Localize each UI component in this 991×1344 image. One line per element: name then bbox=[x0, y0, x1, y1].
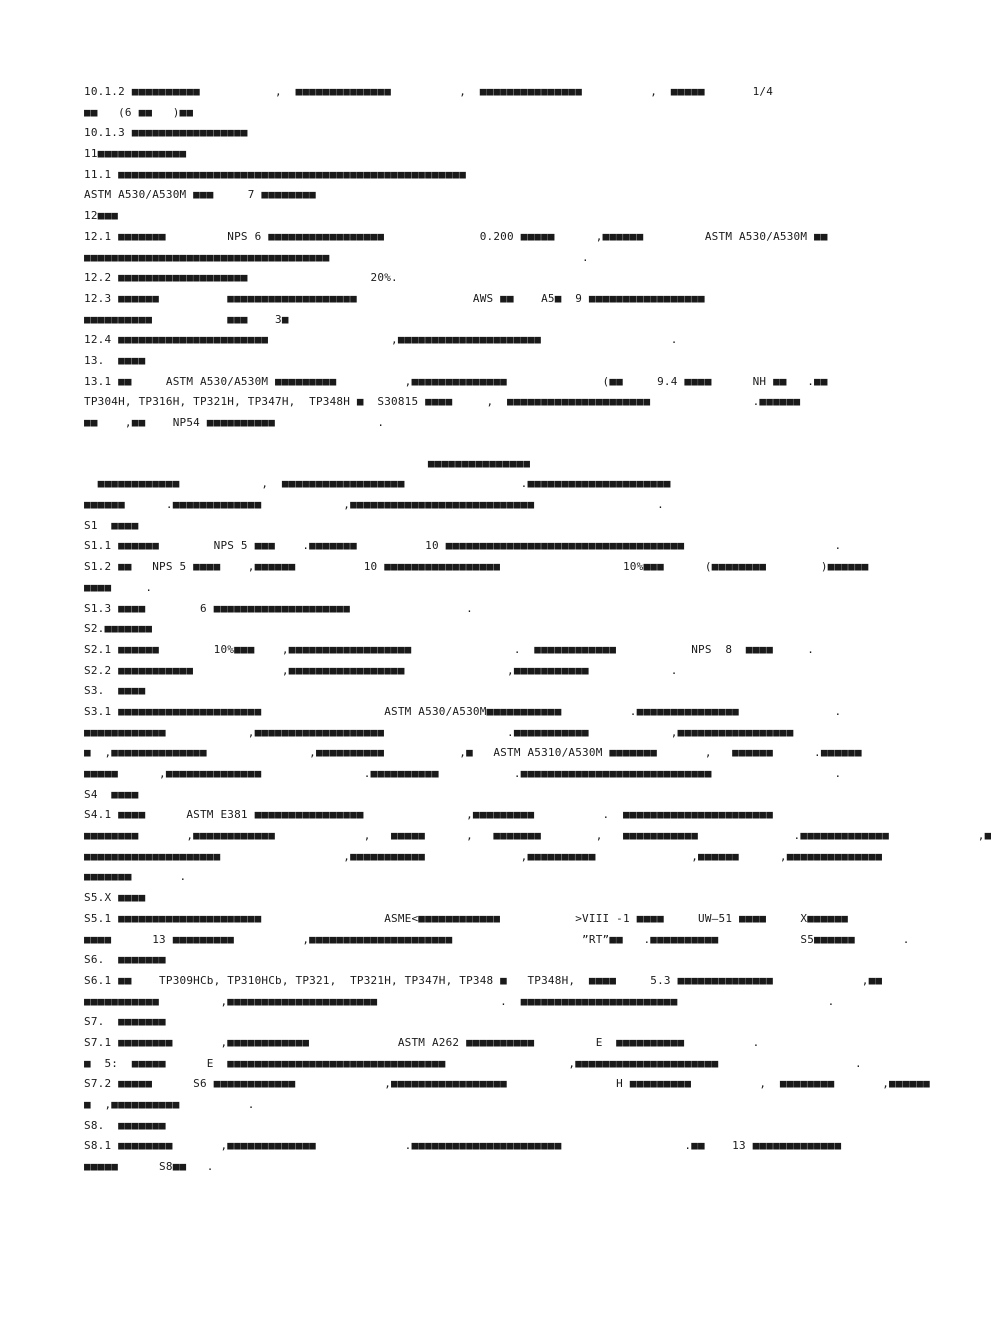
section-heading: 11■■■■■■■■■■■■■ bbox=[84, 147, 187, 161]
text-line: 12.4 ■■■■■■■■■■■■■■■■■■■■■■ ,■■■■■■■■■■■■■■■■■■■■■ . bbox=[84, 333, 678, 347]
text-line: S6.1 ■■ TP309HCb, TP310HCb, TP321, TP321H, TP347H, TP348 ■ TP348H, ■■■■ 5.3 ■■■■■■■■■■■■■■ ,■■ bbox=[84, 973, 883, 987]
text-line: 12.1 ■■■■■■■ NPS 6 ■■■■■■■■■■■■■■■■■ 0.200 ■■■■■ ,■■■■■■ ASTM A530/A530M ■■ bbox=[84, 229, 828, 243]
text-line: 10.1.3 ■■■■■■■■■■■■■■■■■ bbox=[84, 126, 248, 140]
section-heading: S1 ■■■■ bbox=[84, 518, 139, 532]
section-heading: S8. ■■■■■■■ bbox=[84, 1118, 166, 1132]
text-line: S5.1 ■■■■■■■■■■■■■■■■■■■■■ ASME<■■■■■■■■■■■■ >VIII -1 ■■■■ UW—51 ■■■■ X■■■■■■ bbox=[84, 911, 849, 925]
section-heading: S5.X ■■■■ bbox=[84, 891, 146, 905]
text-line: ■■■■■■ .■■■■■■■■■■■■■ ,■■■■■■■■■■■■■■■■■■■■■■■■■■■ . bbox=[84, 498, 664, 512]
text-line: S8.1 ■■■■■■■■ ,■■■■■■■■■■■■■ .■■■■■■■■■■■■■■■■■■■■■■ .■■ 13 ■■■■■■■■■■■■■ bbox=[84, 1139, 842, 1153]
supplementary-title: ■■■■■■■■■■■■■■■ bbox=[427, 456, 531, 470]
text-line: TP304H, TP316H, TP321H, TP347H, TP348H ■ S30815 ■■■■ , ■■■■■■■■■■■■■■■■■■■■■ .■■■■■■ bbox=[84, 395, 801, 409]
text-line: ■■■■■■■ . bbox=[84, 870, 187, 884]
text-line: ■■■■ . bbox=[84, 580, 153, 594]
text-line: 12.2 ■■■■■■■■■■■■■■■■■■■ 20%. bbox=[84, 271, 398, 285]
text-line: ■■ ,■■ NP54 ■■■■■■■■■■ . bbox=[84, 416, 385, 429]
text-line: ■■■■■ ,■■■■■■■■■■■■■■ .■■■■■■■■■■ .■■■■■■■■■■■■■■■■■■■■■■■■■■■■ . bbox=[84, 767, 842, 780]
text-line: S2.1 ■■■■■■ 10%■■■ ,■■■■■■■■■■■■■■■■■■ . ■■■■■■■■■■■■ NPS 8 ■■■■ . bbox=[84, 642, 815, 656]
blank-line bbox=[84, 434, 874, 454]
text-line: ■■■■■■■■■■■■■■■■■■■■■■■■■■■■■■■■■■■■ . bbox=[84, 250, 589, 264]
document-page bbox=[84, 82, 991, 1178]
section-heading: 12■■■ bbox=[84, 209, 119, 223]
text-line: S1.2 ■■ NPS 5 ■■■■ ,■■■■■■ 10 ■■■■■■■■■■■■■■■■■ 10%■■■ (■■■■■■■■ )■■■■■■ bbox=[84, 560, 869, 574]
text-line: S4.1 ■■■■ ASTM E381 ■■■■■■■■■■■■■■■■ ,■■■■■■■■■ . ■■■■■■■■■■■■■■■■■■■■■■ bbox=[84, 808, 774, 822]
section-heading: S3. ■■■■ bbox=[84, 684, 146, 698]
text-line: ■■■■■■■■ ,■■■■■■■■■■■■ , ■■■■■ , ■■■■■■■ , ■■■■■■■■■■■ .■■■■■■■■■■■■■ ,■ bbox=[84, 829, 991, 843]
text-line: ■■■■■ S8■■ . bbox=[84, 1160, 214, 1174]
text-line: S3.1 ■■■■■■■■■■■■■■■■■■■■■ ASTM A530/A530M■■■■■■■■■■■ .■■■■■■■■■■■■■■■ . bbox=[84, 704, 842, 718]
section-heading: S7. ■■■■■■■ bbox=[84, 1015, 166, 1029]
text-line: 11.1 ■■■■■■■■■■■■■■■■■■■■■■■■■■■■■■■■■■■■■■■■■■■■■■■■■■■ bbox=[84, 167, 467, 181]
text-line: S1.3 ■■■■ 6 ■■■■■■■■■■■■■■■■■■■■ . bbox=[84, 601, 473, 615]
section-heading: S4 ■■■■ bbox=[84, 787, 139, 801]
text-line: 12.3 ■■■■■■ ■■■■■■■■■■■■■■■■■■■ AWS ■■ A5■ 9 ■■■■■■■■■■■■■■■■■ bbox=[84, 291, 705, 305]
text-line: ■■ (6 ■■ )■■ bbox=[84, 105, 194, 119]
text-line: ■■■■ 13 ■■■■■■■■■ ,■■■■■■■■■■■■■■■■■■■■■ ”RT”■■ .■■■■■■■■■■ S5■■■■■■ . bbox=[84, 932, 910, 946]
text-line: S7.2 ■■■■■ S6 ■■■■■■■■■■■■ ,■■■■■■■■■■■■■■■■■ H ■■■■■■■■■ , ■■■■■■■■ ,■■■■■■ bbox=[84, 1077, 930, 1091]
text-line: ■■■■■■■■■■■■ ,■■■■■■■■■■■■■■■■■■■ .■■■■■■■■■■■ ,■■■■■■■■■■■■■■■■■ bbox=[84, 725, 794, 739]
text-line: ■■■■■■■■■■ ■■■ 3■ bbox=[84, 312, 289, 326]
text-line: ASTM A530/A530M ■■■ 7 ■■■■■■■■ bbox=[84, 188, 316, 202]
text-line: ■ ,■■■■■■■■■■■■■■ ,■■■■■■■■■■ ,■ ASTM A5310/A530M ■■■■■■■ , ■■■■■■ .■■■■■■ bbox=[84, 746, 862, 760]
text-line: S7.1 ■■■■■■■■ ,■■■■■■■■■■■■ ASTM A262 ■■■■■■■■■■ E ■■■■■■■■■■ . bbox=[84, 1035, 760, 1049]
text-line: 10.1.2 ■■■■■■■■■■ , ■■■■■■■■■■■■■■ , ■■■■■■■■■■■■■■■ , ■■■■■ 1/4 bbox=[84, 85, 774, 98]
text-line: S1.1 ■■■■■■ NPS 5 ■■■ .■■■■■■■ 10 ■■■■■■■■■■■■■■■■■■■■■■■■■■■■■■■■■■■ . bbox=[84, 539, 842, 553]
section-heading: 13. ■■■■ bbox=[84, 353, 146, 367]
text-line: ■■■■■■■■■■■■ , ■■■■■■■■■■■■■■■■■■ .■■■■■■■■■■■■■■■■■■■■■ bbox=[84, 477, 671, 491]
text-line: ■■■■■■■■■■■ ,■■■■■■■■■■■■■■■■■■■■■■ . ■■■■■■■■■■■■■■■■■■■■■■■ . bbox=[84, 994, 835, 1008]
text-line: ■ ,■■■■■■■■■■ . bbox=[84, 1098, 255, 1111]
text-line: ■■■■■■■■■■■■■■■■■■■■ ,■■■■■■■■■■■ ,■■■■■■■■■■ ,■■■■■■ ,■■■■■■■■■■■■■■ bbox=[84, 849, 883, 863]
text-line: 13.1 ■■ ASTM A530/A530M ■■■■■■■■■ ,■■■■■■■■■■■■■■ (■■ 9.4 ■■■■ NH ■■ .■■ bbox=[84, 374, 828, 388]
section-heading: S2.■■■■■■■ bbox=[84, 622, 153, 636]
text-line: ■ 5: ■■■■■ E ■■■■■■■■■■■■■■■■■■■■■■■■■■■■■■■■ ,■■■■■■■■■■■■■■■■■■■■■ . bbox=[84, 1056, 862, 1070]
text-line: S2.2 ■■■■■■■■■■■ ,■■■■■■■■■■■■■■■■■ ,■■■■■■■■■■■ . bbox=[84, 663, 678, 677]
section-heading: S6. ■■■■■■■ bbox=[84, 953, 166, 967]
